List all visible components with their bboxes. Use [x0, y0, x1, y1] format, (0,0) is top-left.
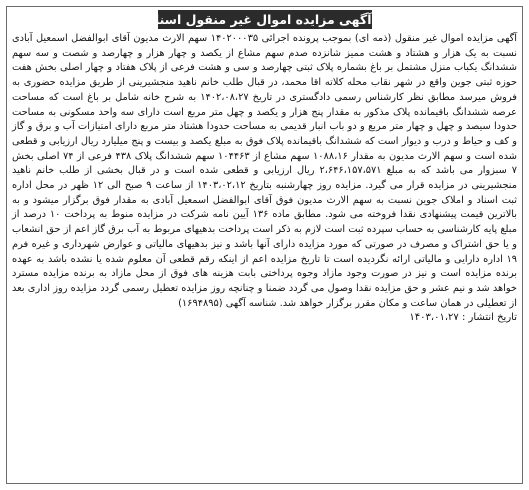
publish-date: تاریخ انتشار : ۱۴۰۳،۰۱،۲۷ [409, 312, 517, 324]
notice-body: آگهی مزایده اموال غیر منقول (ذمه ای) بموجب پرونده اجرائی ۱۴۰۲۰۰۰۳۵ سهم الارث مدیون آقای ابوالفضل اسمعیل آبادی نسبت به یک هزار و هشتاد و هشت ممیز شانزده صدم سهم مشاع از یکصد و چهار هزار و چهارصد و شصت و سه سهم ششدانگ یکباب منزل مشتمل بر باغ بشماره پلاک ثبتی چهارصد و سی و هشت فرعی از پلاک هفتاد و چهار اصلی بخش هفت حوزه ثبتی جوین واقع در شهر نقاب محله کلاته اقا محمد، در قبال طلب خانم ناهید منجشیرینی از طریق مزایده حضوری به فروش میرسد مطابق نظر کارشناس رسمی دادگستری در تاریخ ۱۴۰۲،۰۸،۲۷ به شرح خانه شامل بر باغ است که مساحت عرصه ششدانگ باقیمانده پلاک مذکور به مقدار پنج هزار و یکصد و چهل متر مربع است دارای سه واحد مسکونی به مساحت حدودا سیصد و چهل و چهار متر مربع و دو باب انبار قدیمی به مساحت حدودا هشتاد متر مربع دارای امتیازات آب و برق و گاز و کف و حیاط و درب و دیوار است که ششدانگ باقیمانده پلاک فوق به مبلغ یکصد و بیست و پنج میلیارد ریال ارزیابی و قطعی شده است و سهم الارث مدیون به مقدار ۱۰۸۸،۱۶ سهم مشاع از ۱۰۴۴۶۳ سهم ششدانگ پلاک ۴۳۸ فرعی از ۷۴ اصلی بخش ۷ سبزوار می باشد که به مبلغ ۲،۶۴۶،۱۵۷،۵۷۱ ریال ارزیابی و قطعی شده است و در قبال بخشی از طلب خانم ناهید منجشیرینی در مزایده قرار می گیرد. مزایده روز چهارشنبه بتاریخ ۱۴۰۳،۰۲،۱۲ از ساعت ۹ صبح الی ۱۲ ظهر در محل اداره ثبت اسناد و املاک جوین نسبت به سهم الارث مدیون فوق آقای ابوالفضل اسمعیل آبادی به مقدار فوق برگزار میشود و به بالاترین قیمت پیشنهادی نقدا فروخته می شود. مطابق ماده ۱۳۶ آیین نامه شرکت در مزایده منوط به پرداخت ۱۰ درصد از مبلغ پایه کارشناسی به حساب سپرده ثبت است لازم به ذکر است پرداخت بدهیهای مربوط به آب برق گاز اعم از حق انشعاب و یا حق اشتراک و مصرف در صورتی که مورد مزایده دارای آنها باشد و نیز بدهیهای مالیاتی و عوارض شهرداری و غیره فرم ۱۹ اداره دارایی و مالیاتی ارائه نگردیده است تا تاریخ مزایده اعم از اینکه رقم قطعی آن معلوم شده یا نشده باشد به عهده برنده مزایده است و نیز در صورت وجود مازاد وجوه پرداختی بابت هزینه های فوق از محل مازاد به برنده مزایده مسترد خواهد شد و نیم عشر و حق مزایده نقدا وصول می گردد ضمنا و چنانچه روز مزایده تعطیل رسمی گردد مزایده روز اداری بعد از تعطیلی در همان ساعت و مکان مقرر برگزار خواهد شد. شناسه آگهی (۱۶۹۴۸۹۵) [12, 33, 517, 309]
auction-notice [6, 6, 523, 484]
notice-title: آگهی مزایده اموال غیر منقول اسناد (ذمه) [110, 12, 372, 27]
